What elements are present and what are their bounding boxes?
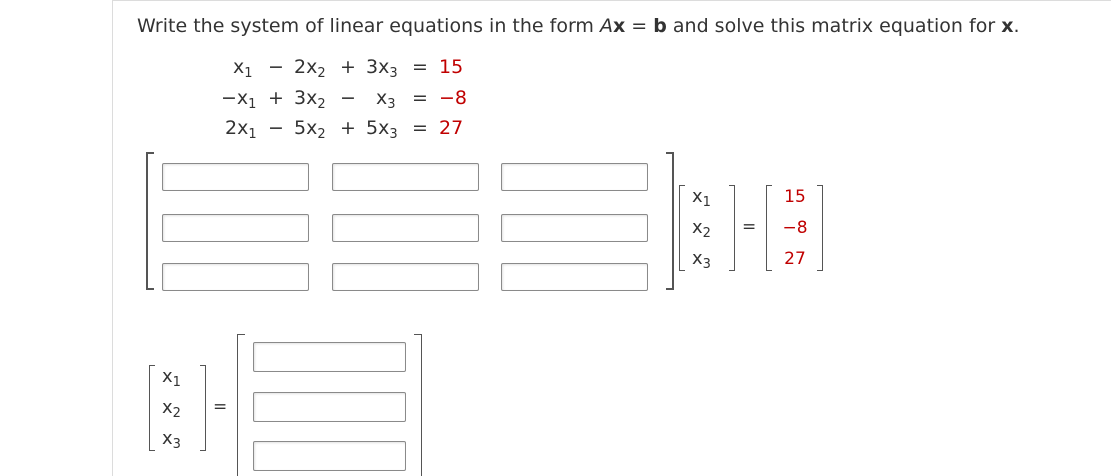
matrix-a-r1c1-input[interactable]	[162, 163, 309, 191]
matrix-a-r3c1-input[interactable]	[162, 263, 309, 291]
matrix-equals-sign: =	[742, 217, 757, 237]
matrix-a-r1c3-input[interactable]	[501, 163, 648, 191]
solution-x-entry-2: $x_2$	[162, 397, 181, 421]
matrix-a-r2c2-input[interactable]	[332, 214, 479, 242]
x-vector-entry-2: $x_2$	[692, 217, 711, 241]
matrix-a-r1c2-input[interactable]	[332, 163, 479, 191]
frame-top-border	[112, 0, 1111, 1]
solution-x-right-bracket	[200, 365, 206, 451]
b-vector-entry-3: 27	[784, 249, 806, 269]
solution-vector-left-bracket	[237, 334, 245, 476]
equation-row-3: $2x_1$ − $5x_2$ + $5x_3$ = 27	[225, 117, 464, 142]
matrix-right-bracket	[666, 152, 674, 290]
b-vector-left-bracket	[766, 185, 772, 271]
b-vector-entry-2: −8	[782, 218, 808, 238]
matrix-a-r2c1-input[interactable]	[162, 214, 309, 242]
matrix-a-r3c2-input[interactable]	[332, 263, 479, 291]
matrix-left-bracket	[146, 152, 154, 290]
x-vector-entry-1: $x_1$	[692, 186, 711, 210]
b-vector-right-bracket	[817, 185, 823, 271]
question-prompt: Write the system of linear equations in the form Ax = b and solve this matrix equation for x.	[137, 15, 1020, 37]
solution-x1-input[interactable]	[253, 342, 406, 372]
x-vector-entry-3: $x_3$	[692, 248, 711, 272]
x-vector-right-bracket	[729, 185, 735, 271]
x-vector-left-bracket	[679, 185, 685, 271]
solution-x-left-bracket	[149, 365, 155, 451]
solution-equals-sign: =	[213, 397, 228, 417]
coefficient-matrix	[146, 152, 674, 290]
matrix-a-r3c3-input[interactable]	[501, 263, 648, 291]
solution-x3-input[interactable]	[253, 441, 406, 471]
equation-row-1: $x_1$ − $2x_2$ + $3x_3$ = 15	[233, 56, 464, 81]
matrix-a-r2c3-input[interactable]	[501, 214, 648, 242]
solution-x-entry-3: $x_3$	[162, 428, 181, 452]
solution-x2-input[interactable]	[253, 392, 406, 422]
equation-row-2: $-x_1$ + $3x_2$ − $x_3$ = −8	[221, 87, 468, 112]
solution-x-entry-1: $x_1$	[162, 366, 181, 390]
b-vector-entry-1: 15	[784, 187, 806, 207]
solution-vector-right-bracket	[414, 334, 422, 476]
